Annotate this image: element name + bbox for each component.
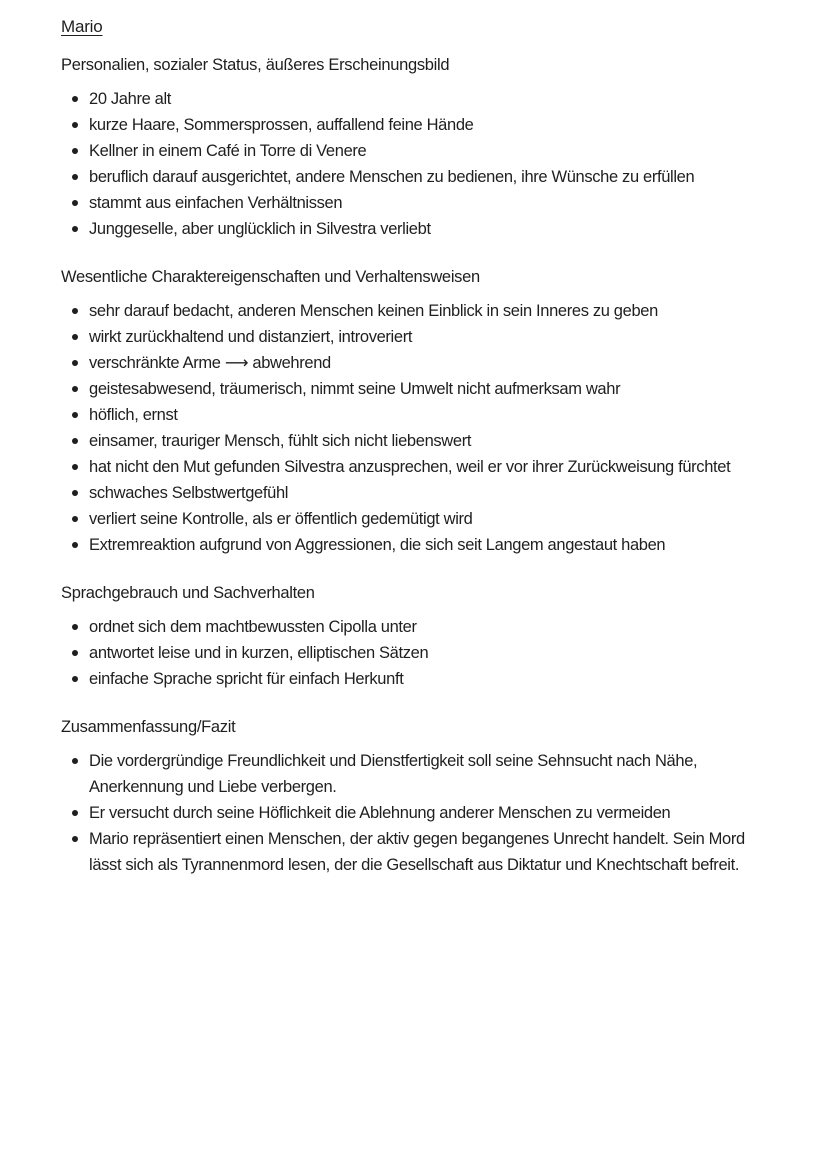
list-item bbox=[61, 454, 781, 480]
list-item bbox=[61, 402, 781, 428]
list-item bbox=[61, 748, 781, 800]
list-item bbox=[61, 324, 781, 350]
list-item bbox=[61, 640, 781, 666]
document-page bbox=[61, 14, 781, 900]
list-item-text: Extremreaktion aufgrund von Aggressionen, die sich seit Langem angestaut haben bbox=[89, 536, 666, 554]
section-heading: Zusammenfassung/Fazit bbox=[61, 718, 236, 736]
list-item-text: Er versucht durch seine Höflichkeit die Ablehnung anderer Menschen zu vermeiden bbox=[89, 804, 671, 822]
section-heading: Wesentliche Charaktereigenschaften und Verhaltensweisen bbox=[61, 268, 480, 286]
bullet-icon bbox=[72, 438, 78, 444]
list-item-text: geistesabwesend, träumerisch, nimmt seine Umwelt nicht aufmerksam wahr bbox=[89, 380, 621, 398]
bullet-list bbox=[61, 86, 781, 242]
list-item bbox=[61, 532, 781, 558]
list-item bbox=[61, 376, 781, 402]
bullet-icon bbox=[72, 542, 78, 548]
list-item-text: verschränkte Arme ⟶ abwehrend bbox=[89, 354, 331, 372]
bullet-icon bbox=[72, 676, 78, 682]
list-item-text: antwortet leise und in kurzen, elliptischen Sätzen bbox=[89, 644, 429, 662]
bullet-icon bbox=[72, 200, 78, 206]
list-item-text: sehr darauf bedacht, anderen Menschen keinen Einblick in sein Inneres zu geben bbox=[89, 302, 658, 320]
bullet-icon bbox=[72, 96, 78, 102]
bullet-icon bbox=[72, 490, 78, 496]
list-item-text: beruflich darauf ausgerichtet, andere Menschen zu bedienen, ihre Wünsche zu erfüllen bbox=[89, 168, 695, 186]
list-item bbox=[61, 480, 781, 506]
list-item bbox=[61, 138, 781, 164]
list-item bbox=[61, 216, 781, 242]
bullet-icon bbox=[72, 464, 78, 470]
list-item-text: schwaches Selbstwertgefühl bbox=[89, 484, 289, 502]
list-item bbox=[61, 506, 781, 532]
list-item bbox=[61, 112, 781, 138]
bullet-list bbox=[61, 614, 781, 692]
list-item bbox=[61, 614, 781, 640]
bullet-icon bbox=[72, 122, 78, 128]
bullet-list bbox=[61, 298, 781, 558]
bullet-icon bbox=[72, 412, 78, 418]
bullet-icon bbox=[72, 226, 78, 232]
list-item-text: verliert seine Kontrolle, als er öffentlich gedemütigt wird bbox=[89, 510, 473, 528]
document-title: Mario bbox=[61, 17, 103, 36]
bullet-icon bbox=[72, 516, 78, 522]
list-item-text: hat nicht den Mut gefunden Silvestra anzusprechen, weil er vor ihrer Zurückweisung fürchtet bbox=[89, 458, 731, 476]
list-item bbox=[61, 826, 781, 878]
list-item bbox=[61, 428, 781, 454]
section-character bbox=[61, 264, 781, 558]
bullet-icon bbox=[72, 174, 78, 180]
section-language bbox=[61, 580, 781, 692]
list-item-text: stammt aus einfachen Verhältnissen bbox=[89, 194, 343, 212]
bullet-icon bbox=[72, 810, 78, 816]
bullet-icon bbox=[72, 148, 78, 154]
list-item-text: höflich, ernst bbox=[89, 406, 178, 424]
bullet-icon bbox=[72, 308, 78, 314]
section-heading: Sprachgebrauch und Sachverhalten bbox=[61, 584, 315, 602]
list-item-text: wirkt zurückhaltend und distanziert, introveriert bbox=[89, 328, 413, 346]
list-item bbox=[61, 800, 781, 826]
list-item-text: 20 Jahre alt bbox=[89, 90, 172, 108]
list-item-text: Die vordergründige Freundlichkeit und Dienstfertigkeit soll seine Sehnsucht nach Nähe, Anerkennung und Liebe verbergen. bbox=[89, 752, 698, 796]
bullet-icon bbox=[72, 386, 78, 392]
bullet-icon bbox=[72, 836, 78, 842]
bullet-icon bbox=[72, 334, 78, 340]
bullet-list bbox=[61, 748, 781, 878]
bullet-icon bbox=[72, 650, 78, 656]
list-item-text: Junggeselle, aber unglücklich in Silvestra verliebt bbox=[89, 220, 431, 238]
list-item-text: Mario repräsentiert einen Menschen, der aktiv gegen begangenes Unrecht handelt. Sein Mord lässt sich als Tyrannenmord lesen, der die Gesellschaft aus Diktatur und Knechtschaft befreit. bbox=[89, 830, 745, 874]
list-item bbox=[61, 86, 781, 112]
bullet-icon bbox=[72, 360, 78, 366]
list-item-text: Kellner in einem Café in Torre di Venere bbox=[89, 142, 367, 160]
list-item bbox=[61, 298, 781, 324]
section-personal bbox=[61, 52, 781, 242]
bullet-icon bbox=[72, 758, 78, 764]
section-heading: Personalien, sozialer Status, äußeres Erscheinungsbild bbox=[61, 56, 450, 74]
list-item bbox=[61, 666, 781, 692]
section-summary bbox=[61, 714, 781, 878]
bullet-icon bbox=[72, 624, 78, 630]
list-item-text: kurze Haare, Sommersprossen, auffallend feine Hände bbox=[89, 116, 474, 134]
list-item bbox=[61, 350, 781, 376]
list-item-text: einfache Sprache spricht für einfach Herkunft bbox=[89, 670, 404, 688]
list-item-text: einsamer, trauriger Mensch, fühlt sich nicht liebenswert bbox=[89, 432, 472, 450]
list-item bbox=[61, 164, 781, 190]
list-item-text: ordnet sich dem machtbewussten Cipolla unter bbox=[89, 618, 417, 636]
list-item bbox=[61, 190, 781, 216]
